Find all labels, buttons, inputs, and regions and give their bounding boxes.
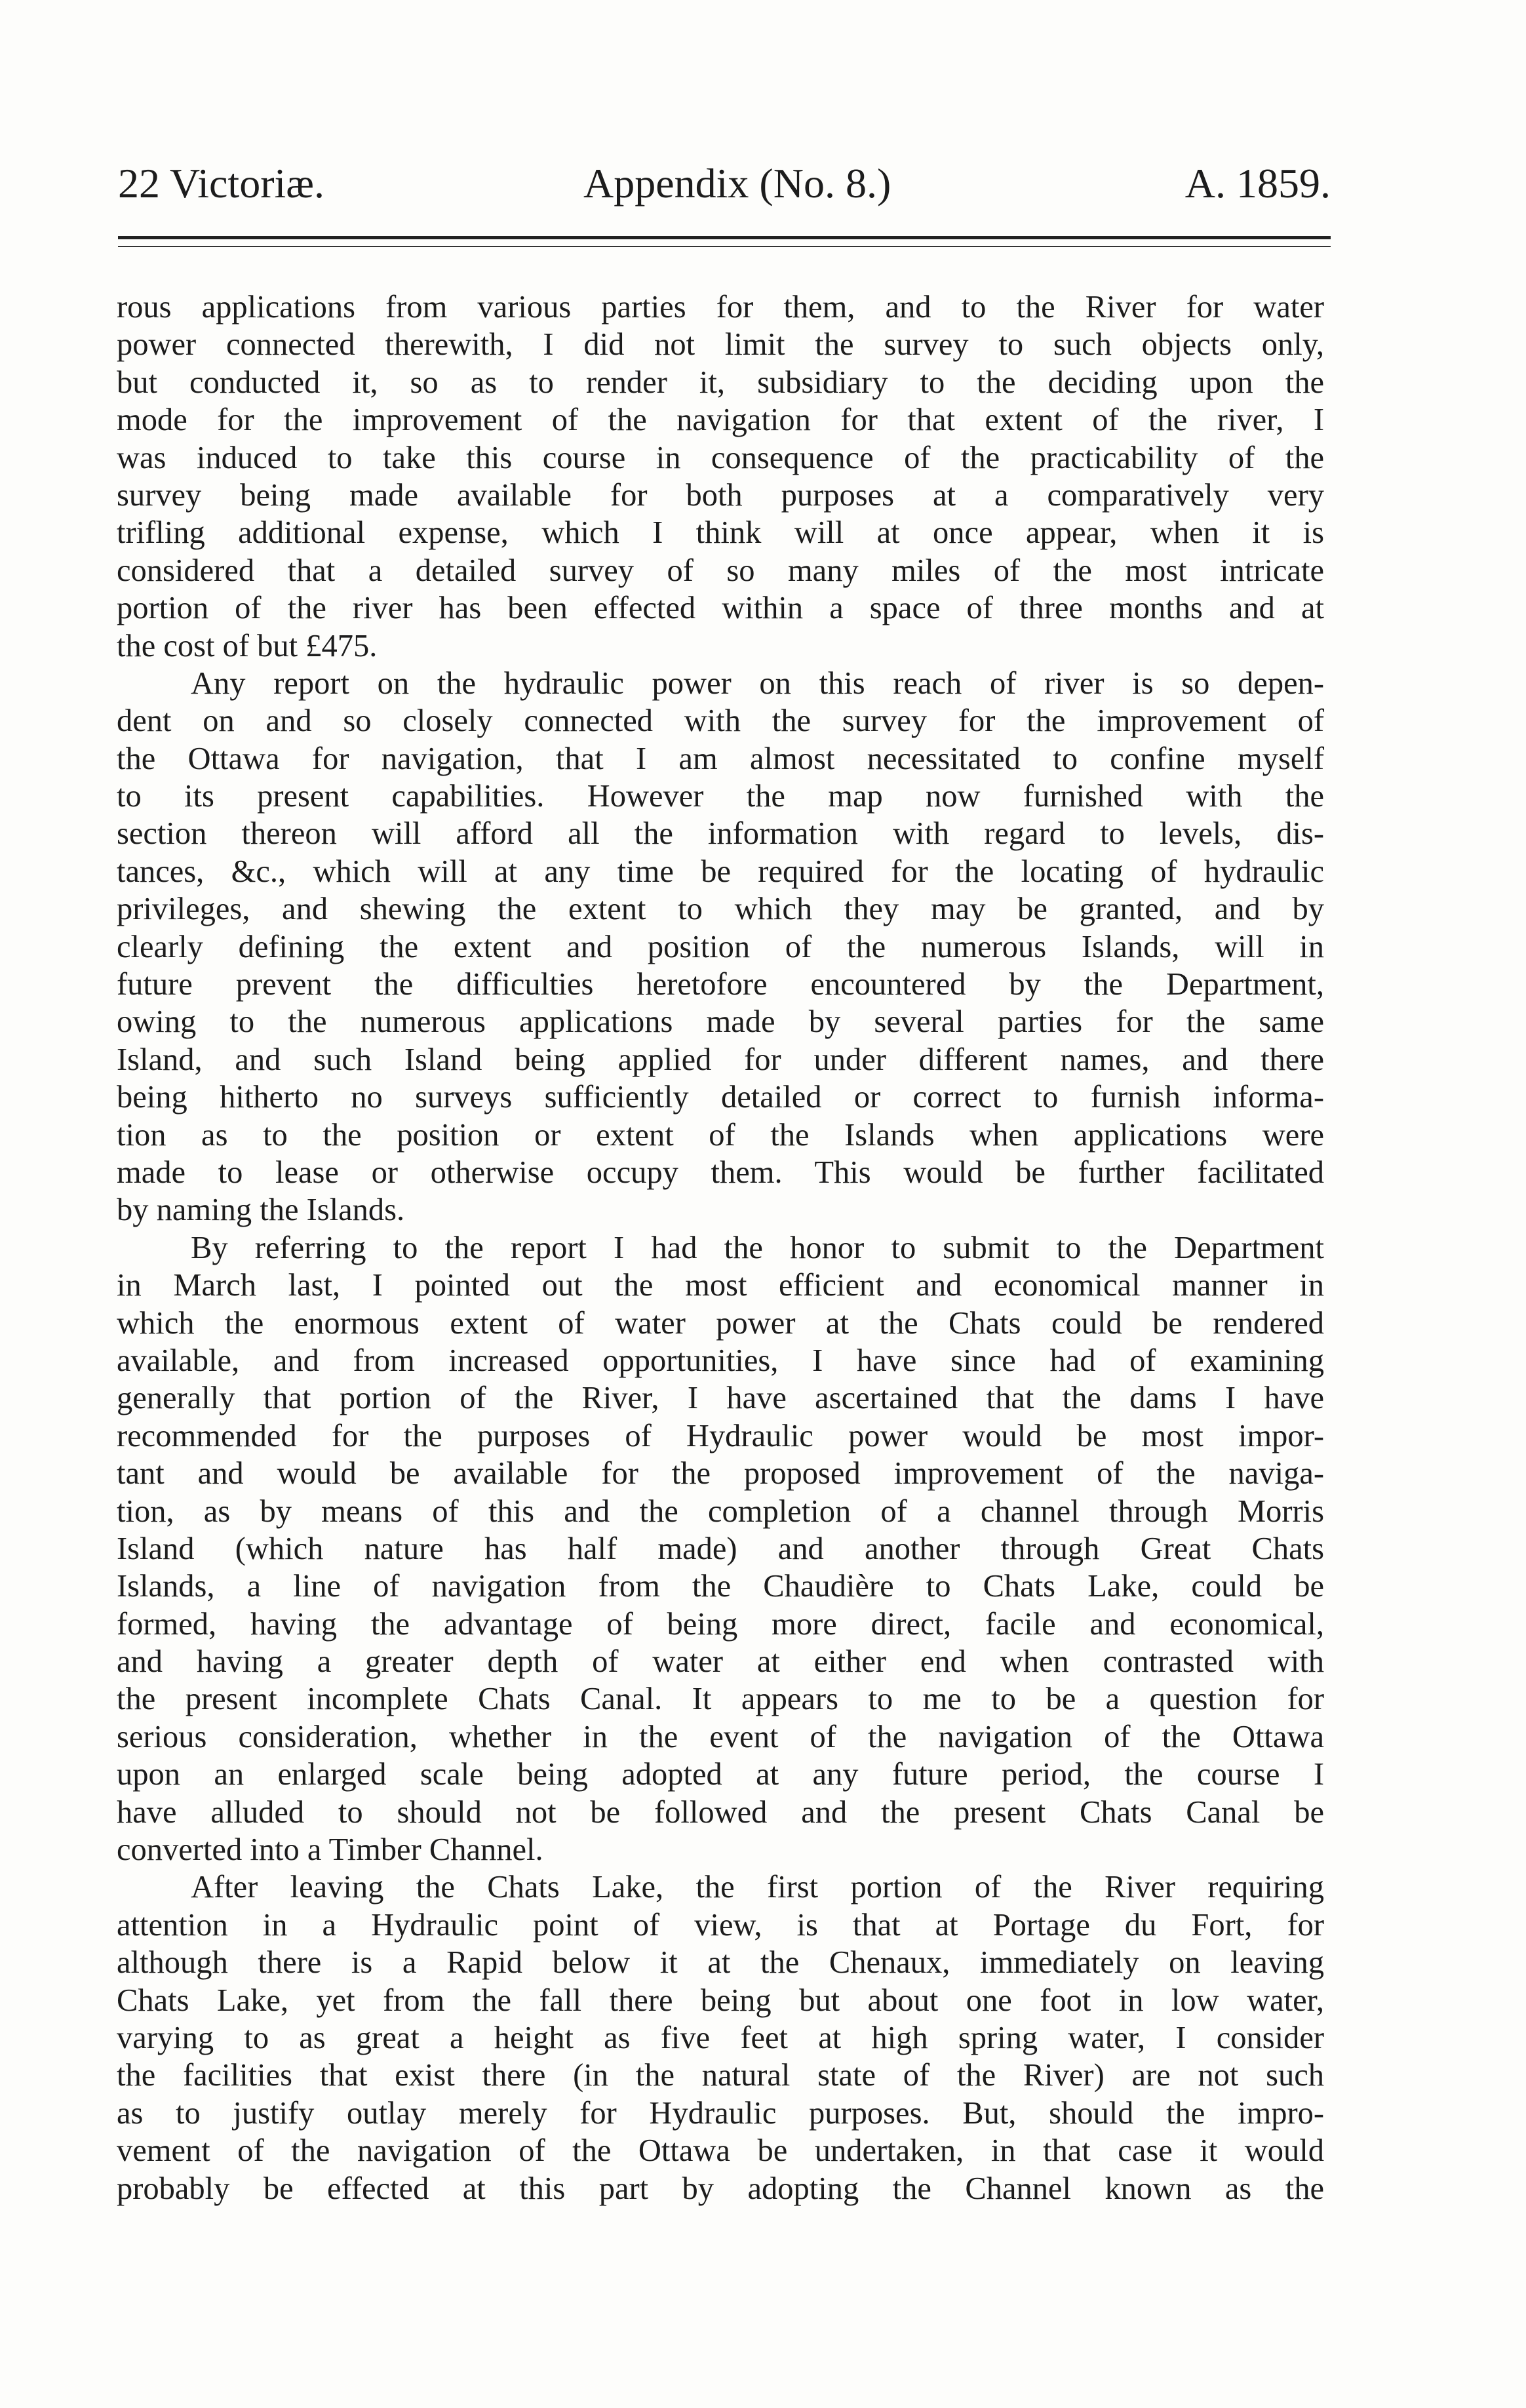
text-line: privileges, and shewing the extent to which they may be granted, and by <box>117 892 1324 927</box>
text-line: made to lease or otherwise occupy them. This would be further facilitated <box>117 1155 1324 1190</box>
text-line: but conducted it, so as to render it, subsidiary to the deciding upon the <box>117 365 1324 400</box>
text-line: in March last, I pointed out the most efficient and economical manner in <box>117 1268 1324 1303</box>
text-line: probably be effected at this part by adopting the Channel known as the <box>117 2171 1324 2206</box>
header-rule-thin <box>118 246 1331 247</box>
text-line: survey being made available for both purposes at a comparatively very <box>117 477 1324 513</box>
text-line: as to justify outlay merely for Hydraulic purposes. But, should the impro- <box>117 2095 1324 2131</box>
text-line: tances, &c., which will at any time be required for the locating of hydraulic <box>117 854 1324 889</box>
text-line: owing to the numerous applications made by several parties for the same <box>117 1004 1324 1040</box>
header-rule-thick <box>118 236 1331 239</box>
header-session: 22 Victoriæ. <box>118 160 324 207</box>
text-line: Island (which nature has half made) and another through Great Chats <box>117 1531 1324 1566</box>
text-line: upon an enlarged scale being adopted at any future period, the course I <box>117 1757 1324 1792</box>
text-line: Any report on the hydraulic power on this reach of river is so depen- <box>191 665 1324 701</box>
text-line: tion, as by means of this and the completion of a channel through Morris <box>117 1493 1324 1529</box>
text-line: Island, and such Island being applied for under different names, and there <box>117 1042 1324 1077</box>
body-text <box>117 288 1324 2207</box>
text-line: have alluded to should not be followed and the present Chats Canal be <box>117 1794 1324 1830</box>
text-line: clearly defining the extent and position of the numerous Islands, will in <box>117 929 1324 964</box>
text-line: formed, having the advantage of being more direct, facile and economical, <box>117 1606 1324 1642</box>
text-line: the facilities that exist there (in the natural state of the River) are not such <box>117 2058 1324 2093</box>
text-line: was induced to take this course in consequence of the practicability of the <box>117 440 1324 475</box>
text-line: By referring to the report I had the honor to submit to the Department <box>191 1230 1324 1265</box>
text-line: Islands, a line of navigation from the Chaudière to Chats Lake, could be <box>117 1569 1324 1604</box>
text-line: mode for the improvement of the navigation for that extent of the river, I <box>117 403 1324 438</box>
header-appendix: Appendix (No. 8.) <box>583 160 891 207</box>
text-line: the cost of but £475. <box>117 628 378 663</box>
text-line: After leaving the Chats Lake, the first portion of the River requiring <box>191 1870 1324 1905</box>
text-line: serious consideration, whether in the event of the navigation of the Ottawa <box>117 1719 1324 1754</box>
text-line: portion of the river has been effected within a space of three months and at <box>117 591 1324 626</box>
text-line: the Ottawa for navigation, that I am almost necessitated to confine myself <box>117 741 1324 776</box>
text-line: the present incomplete Chats Canal. It appears to me to be a question for <box>117 1682 1324 1717</box>
text-line: Chats Lake, yet from the fall there being but about one foot in low water, <box>117 1983 1324 2018</box>
text-line: future prevent the difficulties heretofore encountered by the Department, <box>117 967 1324 1002</box>
text-line: varying to as great a height as five feet at high spring water, I consider <box>117 2020 1324 2055</box>
text-line: rous applications from various parties for them, and to the River for water <box>117 290 1324 325</box>
text-line: which the enormous extent of water power at the Chats could be rendered <box>117 1305 1324 1341</box>
text-line: although there is a Rapid below it at the Chenaux, immediately on leaving <box>117 1945 1324 1981</box>
text-line: and having a greater depth of water at either end when contrasted with <box>117 1644 1324 1680</box>
text-line: attention in a Hydraulic point of view, is that at Portage du Fort, for <box>117 1907 1324 1943</box>
text-line: converted into a Timber Channel. <box>117 1832 543 1868</box>
text-line: available, and from increased opportunities, I have since had of examining <box>117 1343 1324 1378</box>
text-line: recommended for the purposes of Hydraulic power would be most impor- <box>117 1418 1324 1453</box>
text-line: tant and would be available for the proposed improvement of the naviga- <box>117 1456 1324 1491</box>
text-line: dent on and so closely connected with the survey for the improvement of <box>117 703 1324 739</box>
header-year: A. 1859. <box>1184 160 1331 207</box>
text-line: to its present capabilities. However the map now furnished with the <box>117 779 1324 814</box>
text-line: by naming the Islands. <box>117 1193 405 1228</box>
text-line: trifling additional expense, which I think will at once appear, when it is <box>117 515 1324 551</box>
text-line: power connected therewith, I did not limit the survey to such objects only, <box>117 327 1324 363</box>
text-line: generally that portion of the River, I have ascertained that the dams I have <box>117 1381 1324 1416</box>
text-line: being hitherto no surveys sufficiently detailed or correct to furnish informa- <box>117 1080 1324 1115</box>
text-line: section thereon will afford all the information with regard to levels, dis- <box>117 816 1324 852</box>
running-header <box>118 154 1331 213</box>
text-line: tion as to the position or extent of the Islands when applications were <box>117 1117 1324 1153</box>
text-line: considered that a detailed survey of so many miles of the most intricate <box>117 553 1324 588</box>
text-line: vement of the navigation of the Ottawa be undertaken, in that case it would <box>117 2133 1324 2169</box>
